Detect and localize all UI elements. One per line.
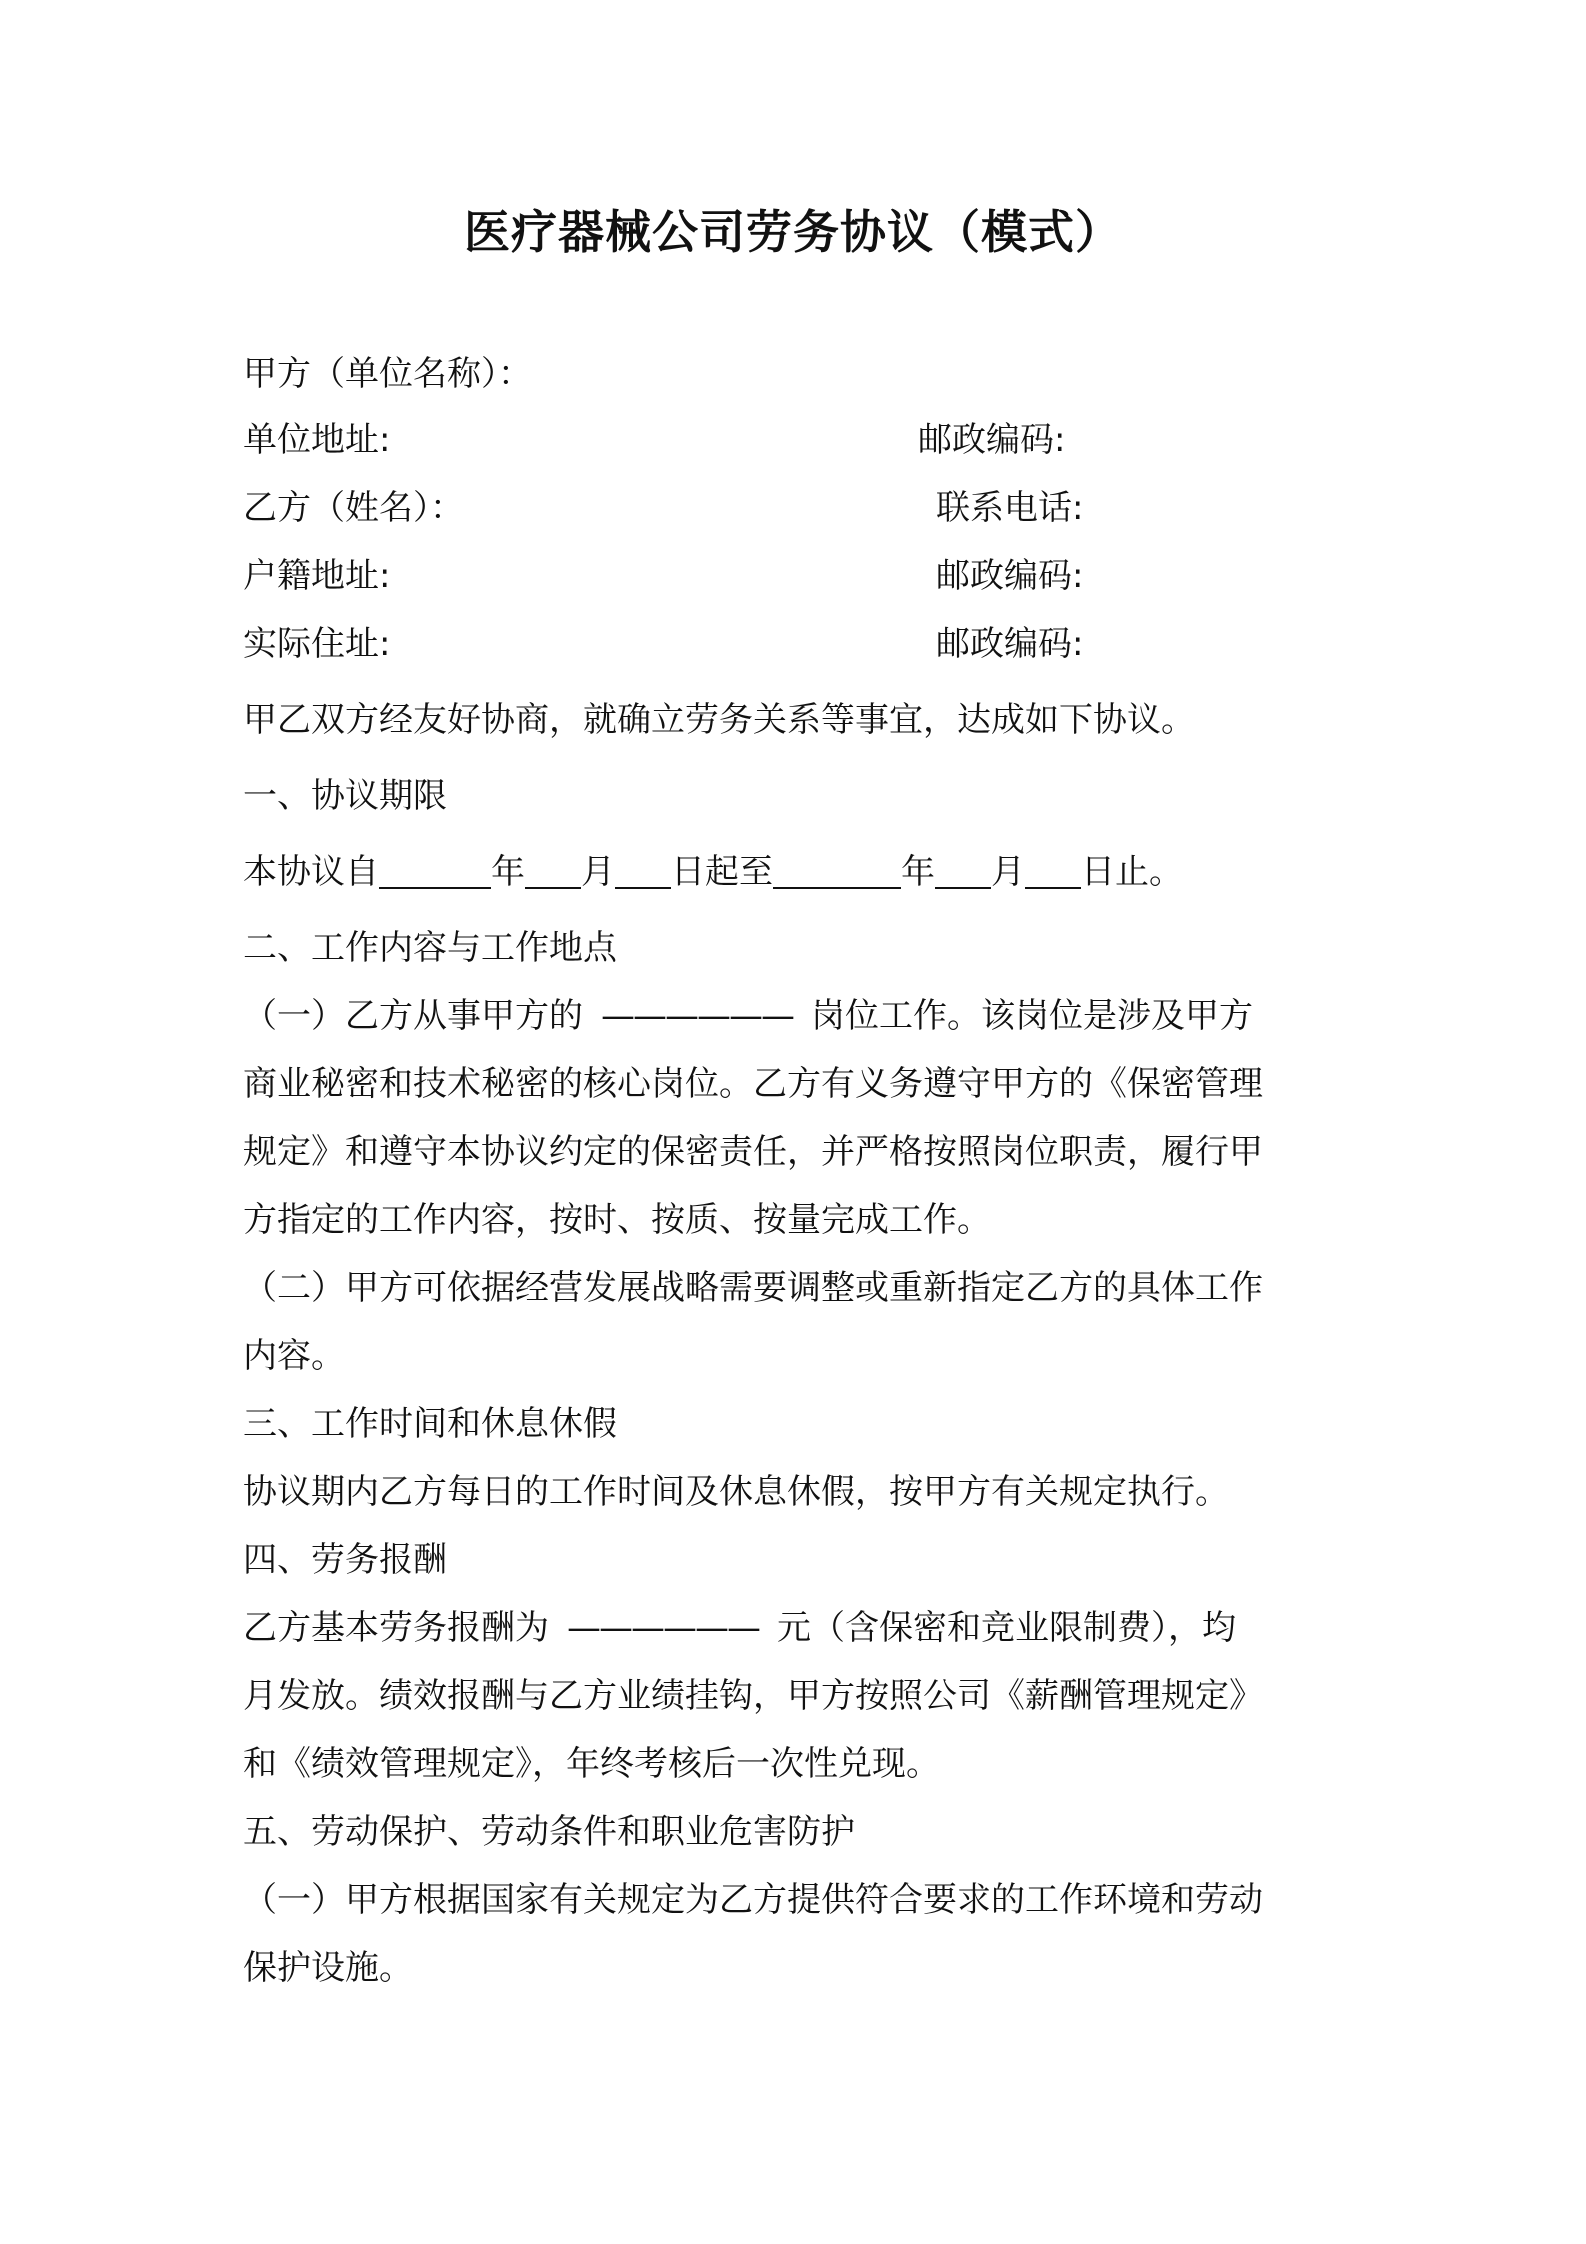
section2-p2-line1: （二）甲方可依据经营发展战略需要调整或重新指定乙方的具体工作 [243, 1268, 1263, 1308]
postcode-label-3: 邮政编码: [936, 624, 1084, 664]
s2-p1-prefix: （一）乙方从事甲方的 [243, 996, 583, 1036]
postcode-label-1: 邮政编码: [918, 420, 1066, 460]
actual-address-label: 实际住址: [243, 624, 391, 664]
section1-heading: 一、协议期限 [243, 776, 447, 816]
section2-p1-line4: 方指定的工作内容，按时、按质、按量完成工作。 [243, 1200, 991, 1240]
section2-p1-line1 [243, 982, 1363, 1050]
term-day-end: 日止。 [1081, 852, 1183, 892]
end-day-blank [1025, 847, 1081, 889]
section2-p1-line3: 规定》和遵守本协议约定的保密责任，并严格按照岗位职责，履行甲 [243, 1132, 1263, 1172]
term-month2: 月 [991, 852, 1025, 892]
section2-heading: 二、工作内容与工作地点 [243, 928, 617, 968]
s2-p1-suffix: 岗位工作。该岗位是涉及甲方 [811, 996, 1253, 1036]
term-prefix: 本协议自 [243, 852, 379, 892]
section3-heading: 三、工作时间和休息休假 [243, 1404, 617, 1444]
s4-p1-prefix: 乙方基本劳务报酬为 [243, 1608, 549, 1648]
postcode-label-2: 邮政编码: [936, 556, 1084, 596]
term-month: 月 [581, 852, 615, 892]
end-year-blank [773, 847, 901, 889]
section3-p1: 协议期内乙方每日的工作时间及休息休假，按甲方有关规定执行。 [243, 1472, 1229, 1512]
party-b-label: 乙方（姓名）： [243, 488, 464, 528]
unit-address-label: 单位地址: [243, 420, 391, 460]
term-year2: 年 [901, 852, 935, 892]
s4-p1-suffix: 元（含保密和竞业限制费），均 [777, 1608, 1236, 1648]
term-year: 年 [491, 852, 525, 892]
start-month-blank [525, 847, 581, 889]
end-month-blank [935, 847, 991, 889]
start-day-blank [615, 847, 671, 889]
term-line [243, 838, 1363, 906]
section4-heading: 四、劳务报酬 [243, 1540, 447, 1580]
section2-p2-line2: 内容。 [243, 1336, 345, 1376]
household-address-label: 户籍地址: [243, 556, 391, 596]
s4-amount-dash: —————— [567, 1608, 759, 1648]
start-year-blank [379, 847, 491, 889]
party-a-label: 甲方（单位名称）： [243, 354, 532, 394]
section4-p1-line1 [243, 1594, 1363, 1662]
intro-paragraph: 甲乙双方经友好协商，就确立劳务关系等事宜，达成如下协议。 [243, 700, 1195, 740]
term-day-start: 日起至 [671, 852, 773, 892]
s2-position-dash: —————— [601, 996, 793, 1036]
section5-p1-line1: （一）甲方根据国家有关规定为乙方提供符合要求的工作环境和劳动 [243, 1880, 1263, 1920]
section2-p1-line2: 商业秘密和技术秘密的核心岗位。乙方有义务遵守甲方的《保密管理 [243, 1064, 1263, 1104]
section5-p1-line2: 保护设施。 [243, 1948, 413, 1988]
section5-heading: 五、劳动保护、劳动条件和职业危害防护 [243, 1812, 855, 1852]
document-title: 医疗器械公司劳务协议（模式） [464, 205, 1122, 259]
section4-p1-line2: 月发放。绩效报酬与乙方业绩挂钩，甲方按照公司《薪酬管理规定》 [243, 1676, 1263, 1716]
section4-p1-line3: 和《绩效管理规定》，年终考核后一次性兑现。 [243, 1744, 940, 1784]
phone-label: 联系电话: [936, 488, 1084, 528]
